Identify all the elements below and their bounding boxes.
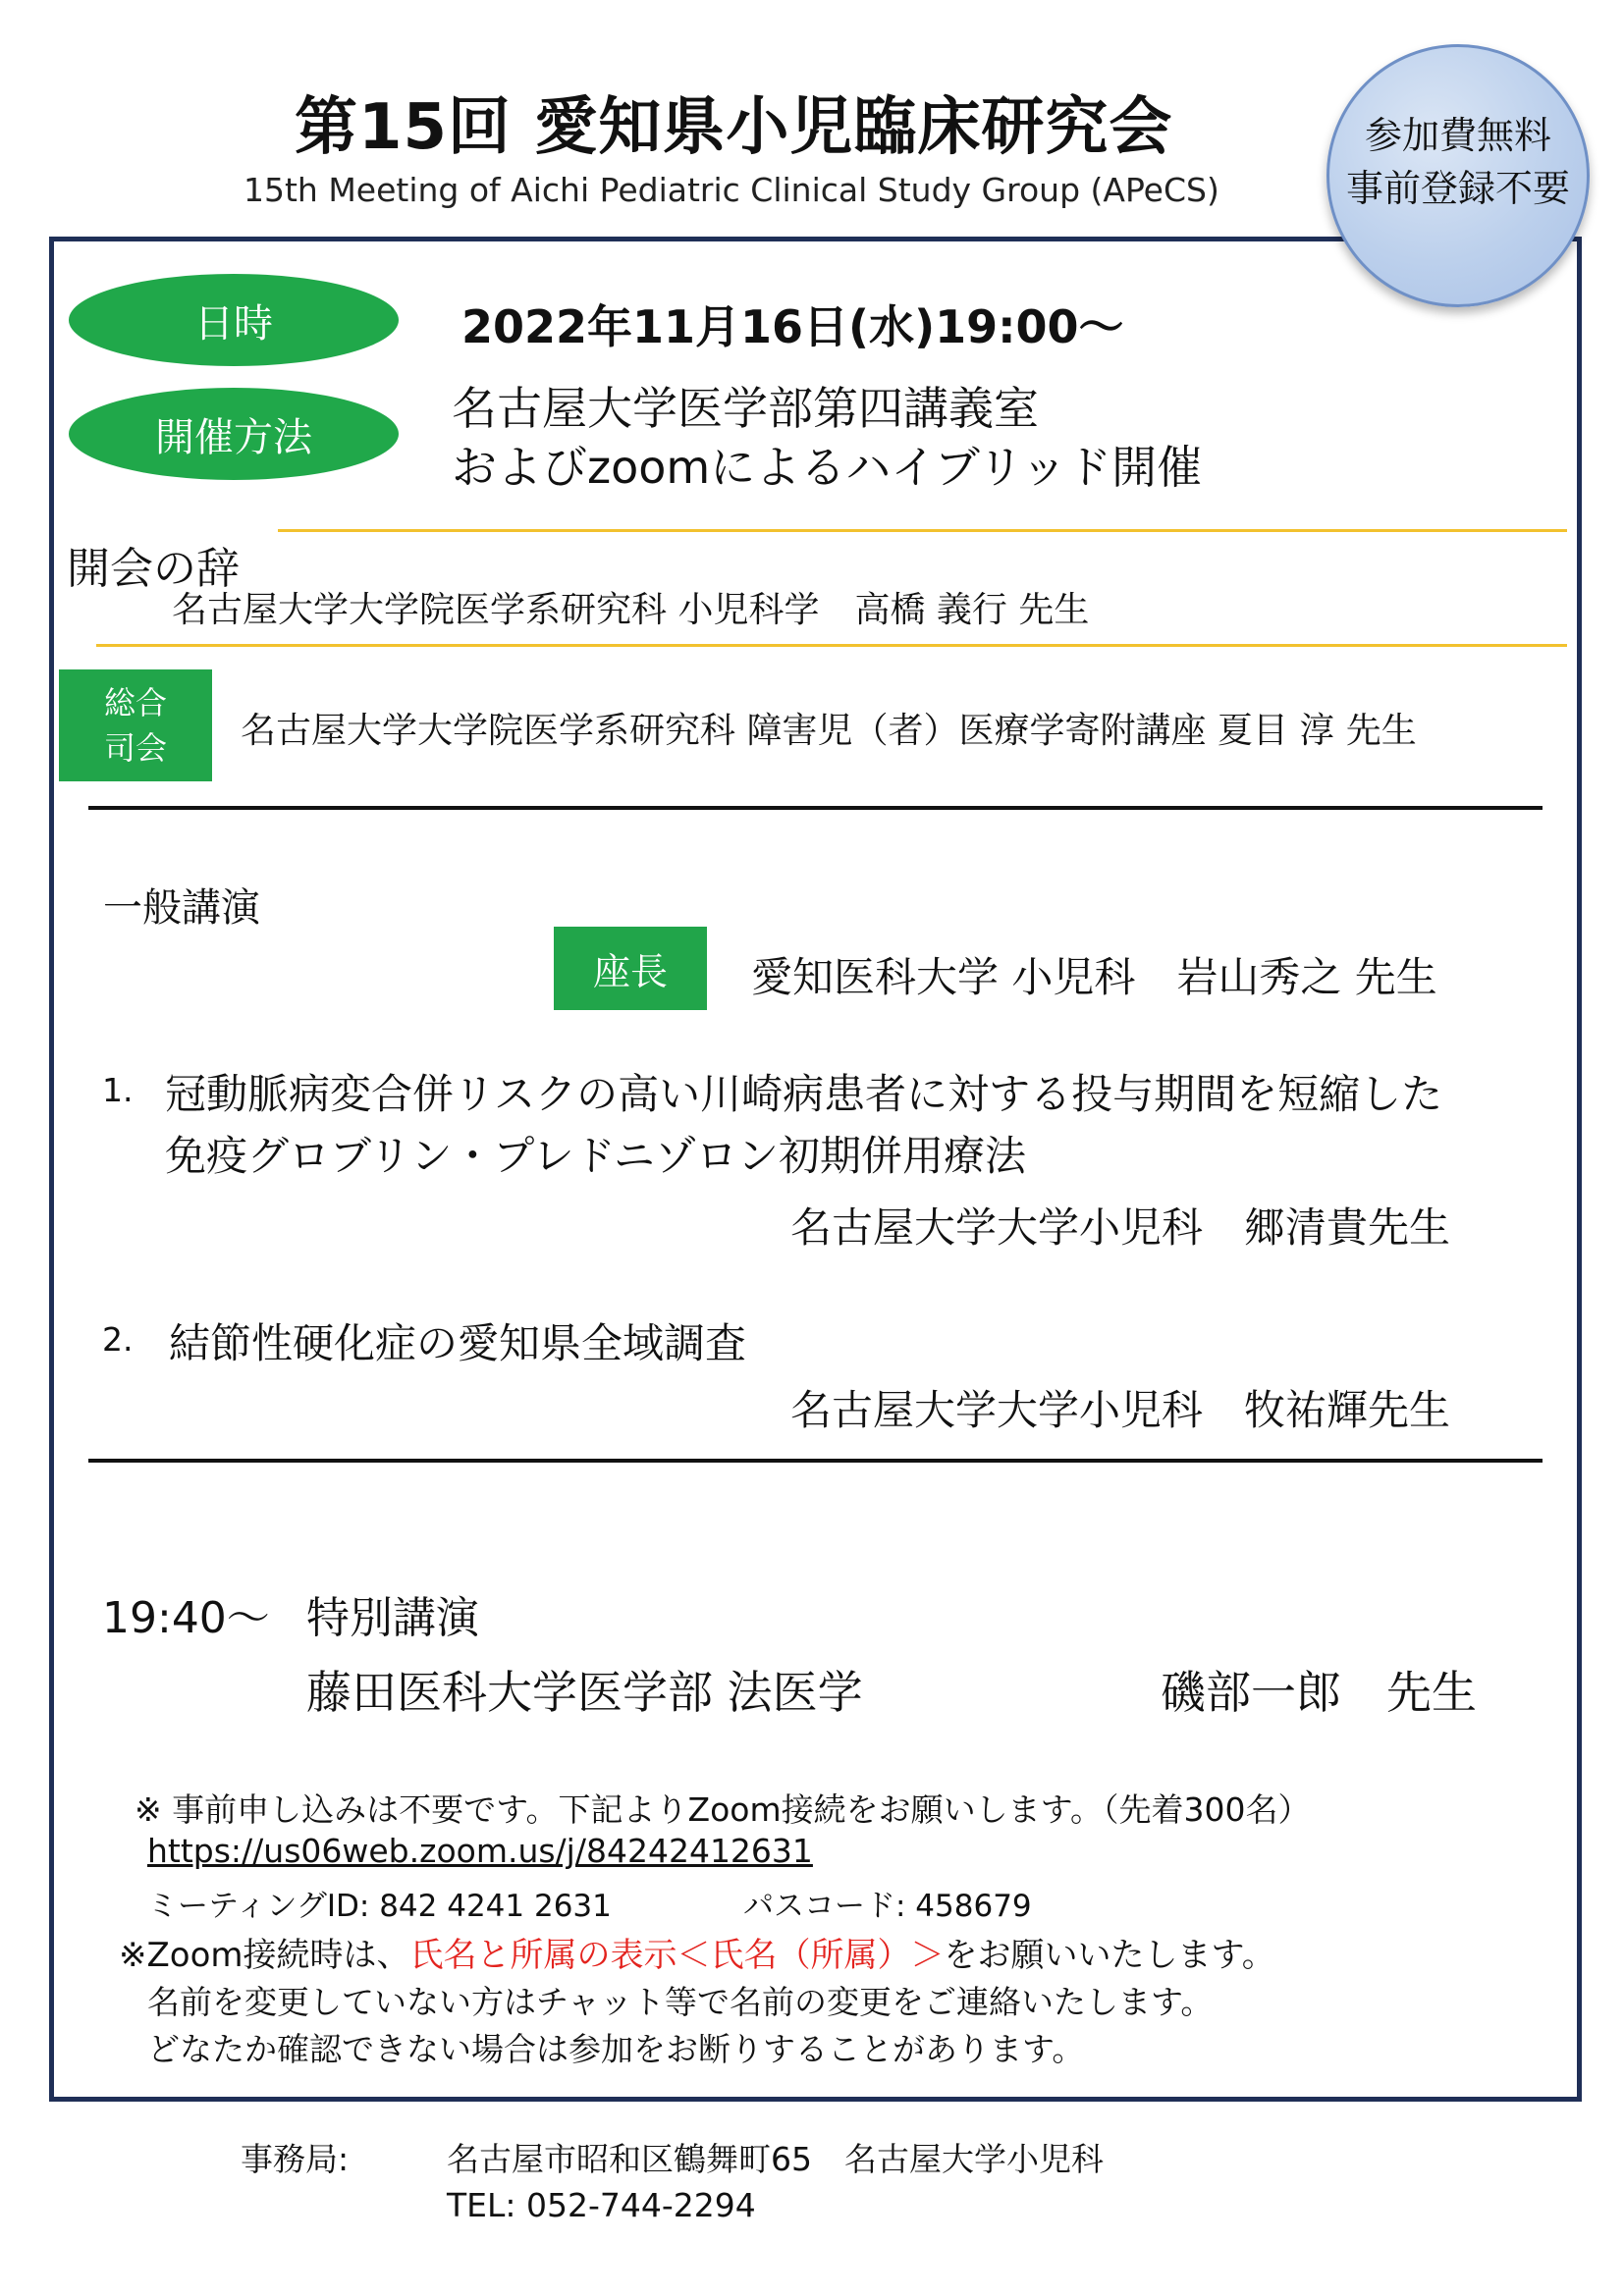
method-line-1: 名古屋大学医学部第四講義室 [452,382,1039,435]
divider-black-1 [88,806,1543,810]
note-display-name [119,1928,1275,1976]
talk-2-title: 結節性硬化症の愛知県全域調査 [169,1319,747,1367]
method-line-2: およびzoomによるハイブリッド開催 [452,441,1203,494]
special-time: 19:40～ [102,1593,270,1643]
talk-2-number: 2. [102,1320,134,1359]
free-admission-badge [1326,44,1590,307]
datetime-value: 2022年11月16日(水)19:00～ [461,300,1124,353]
datetime-label: 日時 [69,274,399,366]
opening-heading: 開会の辞 [67,544,240,594]
special-affiliation: 藤田医科大学医学部 法医学 [306,1666,863,1719]
method-label: 開催方法 [69,388,399,480]
note-display-name-prefix: ※Zoom接続時は、 [119,1936,410,1975]
note-display-name-suffix: をお願いいたします。 [944,1936,1275,1975]
moderator-label-line-1: 総合 [103,684,167,721]
chair-label: 座長 [554,927,707,1010]
note-rename: 名前を変更していない方はチャット等で名前の変更をご連絡いたします。 [147,1983,1214,2021]
office-address: 名古屋市昭和区鶴舞町65 名古屋大学小児科 [447,2140,1104,2178]
chair-name: 愛知医科大学 小児科 岩山秀之 先生 [751,953,1437,1001]
page-subtitle: 15th Meeting of Aichi Pediatric Clinical Study Group (APeCS) [244,171,1219,209]
badge-line-2: 事前登録不要 [1345,167,1570,210]
general-heading: 一般講演 [103,885,260,931]
divider-yellow-top [278,529,1567,532]
zoom-url-link[interactable]: https://us06web.zoom.us/j/84242412631 [147,1832,813,1870]
note-preregistration: ※ 事前申し込みは不要です。下記よりZoom接続をお願いします。（先着300名） [135,1790,1311,1829]
divider-yellow-bottom [96,644,1567,647]
office-label: 事務局: [241,2140,350,2178]
note-refusal: どなたか確認できない場合は参加をお断りすることがあります。 [147,2030,1085,2068]
moderator-label [59,669,212,781]
page-title: 第15回 愛知県小児臨床研究会 [295,91,1173,164]
zoom-passcode: パスコード: 458679 [743,1889,1032,1924]
talk-1-speaker: 名古屋大学大学小児科 郷清貴先生 [790,1203,1451,1252]
talk-1-title-line-1: 冠動脈病変合併リスクの高い川崎病患者に対する投与期間を短縮した [165,1070,1443,1118]
office-tel: TEL: 052-744-2294 [447,2186,756,2224]
special-heading: 特別講演 [306,1593,479,1643]
talk-1-number: 1. [102,1071,134,1109]
opening-speaker: 名古屋大学大学院医学系研究科 小児科学 高橋 義行 先生 [172,590,1090,630]
talk-2-speaker: 名古屋大学大学小児科 牧祐輝先生 [790,1386,1451,1434]
badge-line-1: 参加費無料 [1364,114,1551,157]
note-display-name-highlight: 氏名と所属の表示＜氏名（所属）＞ [409,1936,945,1975]
talk-1-title-line-2: 免疫グロブリン・プレドニゾロン初期併用療法 [165,1132,1026,1180]
moderator-name: 名古屋大学大学院医学系研究科 障害児（者）医療学寄附講座 夏目 淳 先生 [241,711,1417,751]
divider-black-2 [88,1459,1543,1463]
zoom-meeting-id: ミーティングID: 842 4241 2631 [147,1889,612,1924]
special-speaker: 磯部一郎 先生 [1161,1666,1477,1719]
moderator-label-line-2: 司会 [103,729,167,767]
